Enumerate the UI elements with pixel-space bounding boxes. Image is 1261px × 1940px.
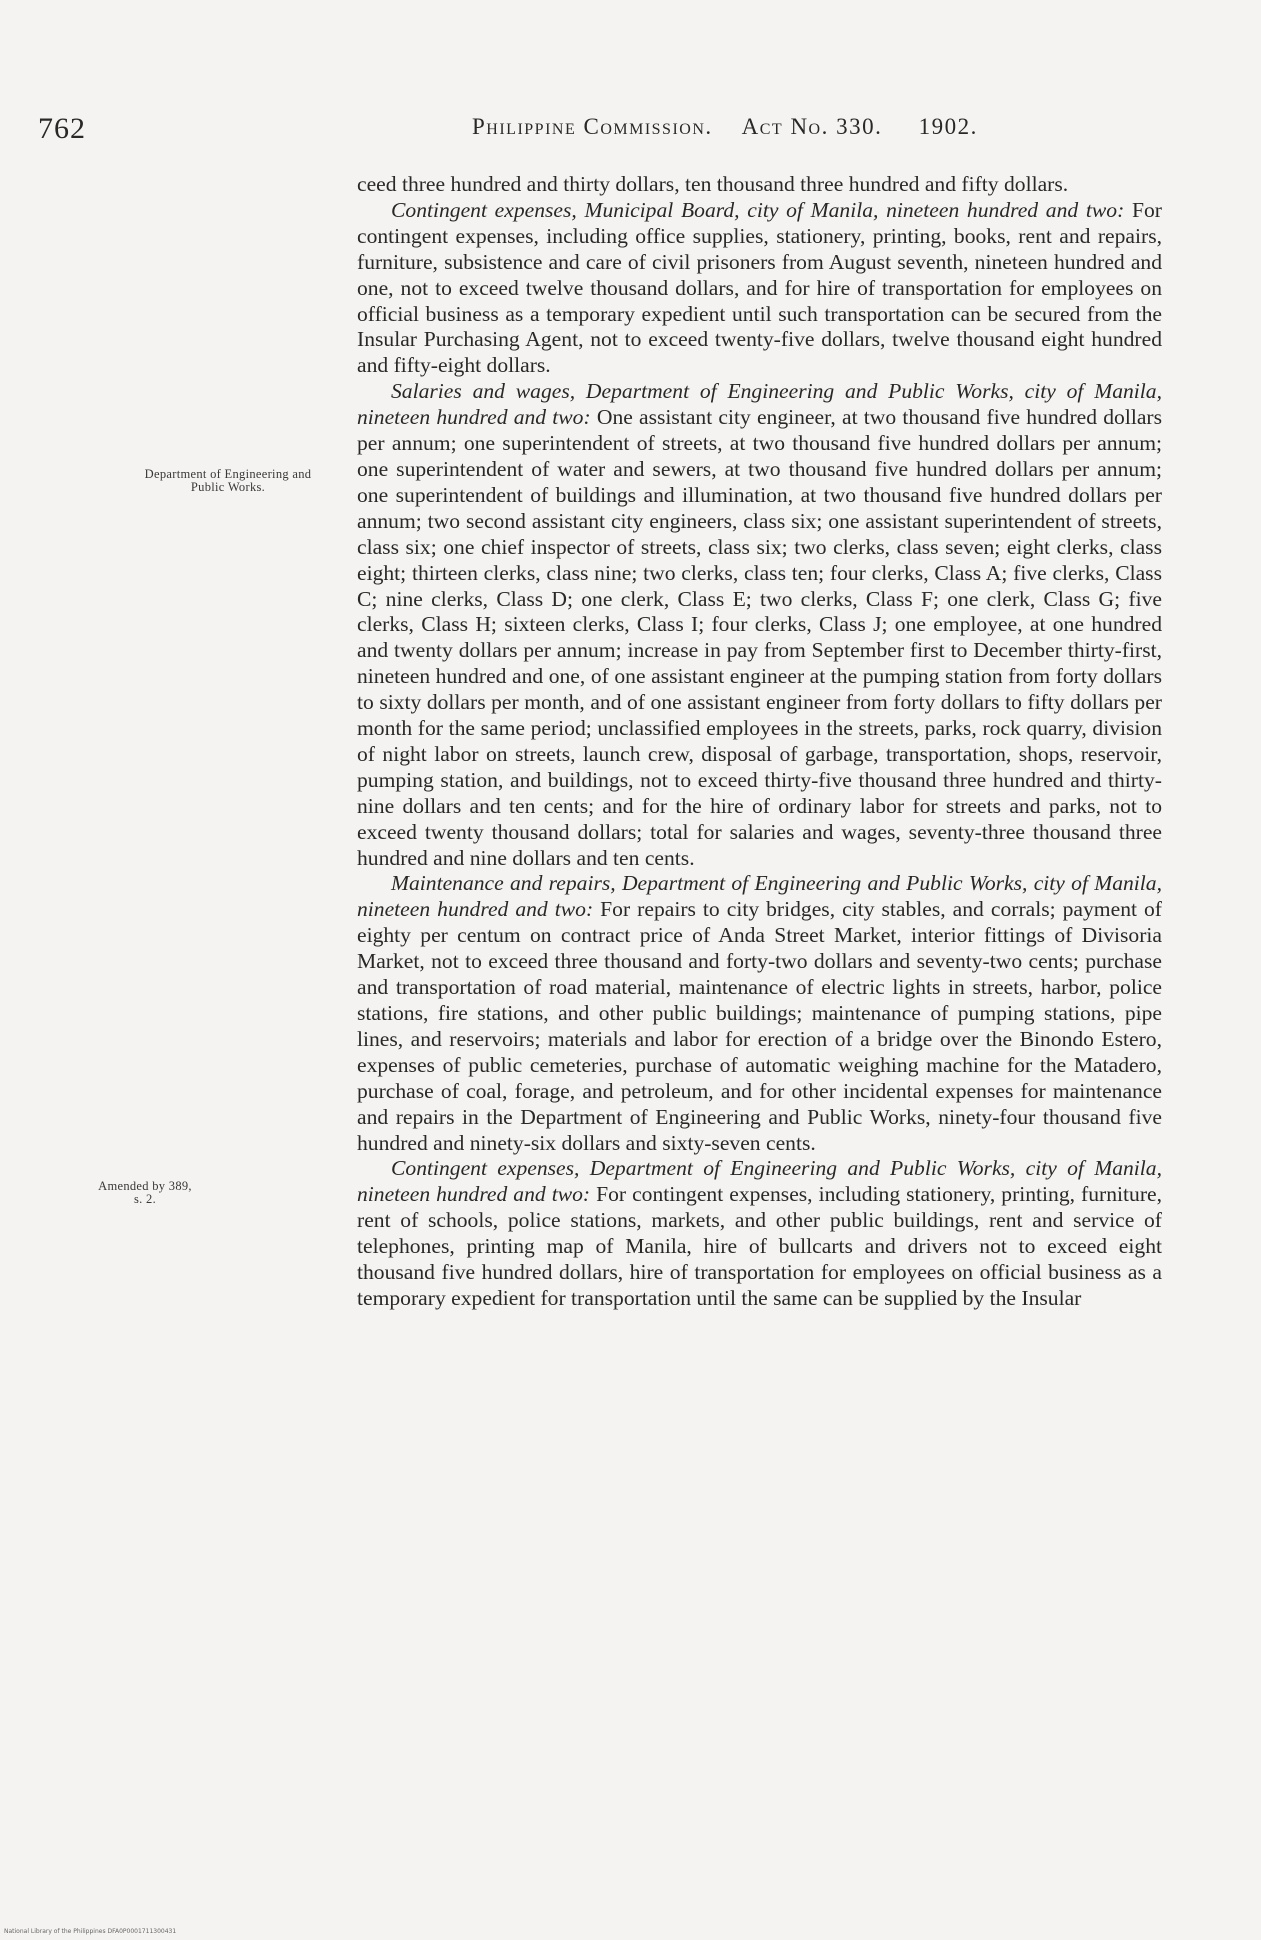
paragraph-municipal-board-contingent [357, 198, 1162, 379]
paragraph-heading: Maintenance and repairs, Department of Engineering and Public Works, city of Manila, nineteen hundred and two: [357, 871, 1162, 922]
paragraph-engineering-contingent [357, 1156, 1162, 1311]
paragraph-heading: Salaries and wages, Department of Engineering and Public Works, city of Manila, nineteen hundred and two: [357, 379, 1162, 430]
footer-source: National Library of the Philippines DFA0P0001711300431 [4, 1928, 177, 1935]
running-head-commission: Philippine Commission. [472, 114, 713, 139]
paragraph-heading: Contingent expenses, Department of Engineering and Public Works, city of Manila, nineteen hundred and two: [357, 1156, 1162, 1207]
margin-note-department: Department of Engineering and Public Works. [144, 467, 312, 494]
paragraph-heading: Contingent expenses, Municipal Board, city of Manila, nineteen hundred and two: [391, 197, 1125, 222]
paragraph-text: For contingent expenses, including stationery, printing, furniture, rent of schools, police stations, markets, and other public buildings, rent and service of telephones, printing map of Manila, hire of bullcarts and drivers not to exceed eight thousand five hundred dollars, hire of transportation for employees on official business as a temporary expedient for transportation until the same can be supplied by the Insular [357, 1182, 1162, 1310]
paragraph-text: For repairs to city bridges, city stables, and corrals; payment of eighty per centum on contract price of Anda Street Market, interior fittings of Divisoria Market, not to exceed three thousand and forty-two dollars and seventy-two cents; purchase and transportation of road material, maintenance of electric lights in streets, harbor, police stations, fire stations, and other public buildings; maintenance of pumping stations, pipe lines, and reservoirs; materials and labor for erection of a bridge over the Binondo Estero, expenses of public cemeteries, purchase of automatic weighing machine for the Matadero, purchase of coal, forage, and petroleum, and for other incidental expenses for maintenance and repairs in the Department of Engineering and Public Works, ninety-four thousand five hundred and ninety-six dollars and sixty-seven cents. [357, 897, 1162, 1155]
running-head-year: 1902. [918, 114, 978, 139]
margin-note-amended: Amended by 389, s. 2. [98, 1179, 192, 1206]
paragraph-continuation [357, 172, 1162, 198]
paragraph-text: ceed three hundred and thirty dollars, ten thousand three hundred and fifty dollars. [357, 172, 1069, 196]
running-head [472, 114, 978, 140]
paragraph-text: For contingent expenses, including office supplies, stationery, printing, books, rent and repairs, furniture, subsistence and care of civil prisoners from August seventh, nineteen hundred and one, not to exceed twelve thousand dollars, and for hire of transportation for employees on official business as a temporary expedient until such transportation can be secured from the Insular Purchasing Agent, not to exceed twenty-five dollars, twelve thousand eight hundred and fifty-eight dollars. [357, 197, 1162, 378]
body-text [357, 172, 1162, 1312]
page-number: 762 [38, 112, 86, 145]
paragraph-text: One assistant city engineer, at two thousand five hundred dollars per annum; one superintendent of streets, at two thousand five hundred dollars per annum; one superintendent of water and sewers, at two thousand five hundred dollars per annum; one superintendent of buildings and illumination, at two thousand five hundred dollars per annum; two second assistant city engineers, class six; one assistant superintendent of streets, class six; one chief inspector of streets, class six; two clerks, class seven; eight clerks, class eight; thirteen clerks, class nine; two clerks, class ten; four clerks, Class A; five clerks, Class C; nine clerks, Class D; one clerk, Class E; two clerks, Class F; one clerk, Class G; five clerks, Class H; sixteen clerks, Class I; four clerks, Class J; one employee, at one hundred and twenty dollars per annum; increase in pay from September first to December thirty-first, nineteen hundred and one, of one assistant engineer at the pumping station from forty dollars to sixty dollars per month, and of one assistant engineer from forty dollars to fifty dollars per month for the same period; unclassified employees in the streets, parks, rock quarry, division of night labor on streets, launch crew, disposal of garbage, transportation, shops, reservoir, pumping station, and buildings, not to exceed thirty-five thousand three hundred and thirty-nine dollars and ten cents; and for the hire of ordinary labor for streets and parks, not to exceed twenty thousand dollars; total for salaries and wages, seventy-three thousand three hundred and nine dollars and ten cents. [357, 405, 1162, 870]
running-head-act: Act No. 330. [741, 114, 883, 139]
paragraph-engineering-maintenance [357, 871, 1162, 1156]
paragraph-engineering-salaries [357, 379, 1162, 871]
